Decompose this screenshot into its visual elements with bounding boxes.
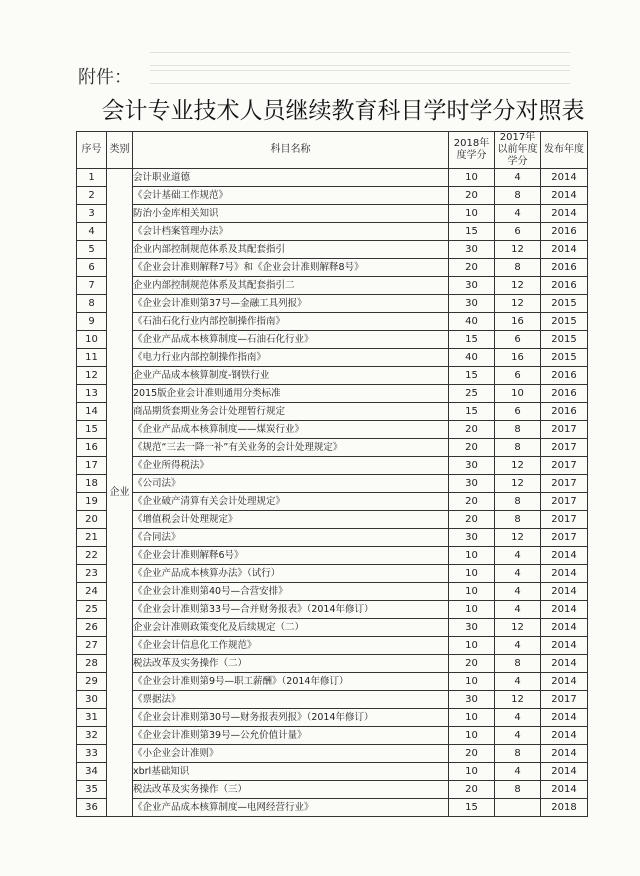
credit-2017: 8	[495, 187, 541, 205]
credit-2018: 20	[449, 421, 495, 439]
row-number: 4	[77, 223, 107, 241]
credit-2017: 4	[495, 727, 541, 745]
publish-year: 2014	[541, 781, 588, 799]
credit-2018: 15	[449, 799, 495, 817]
row-number: 25	[77, 601, 107, 619]
row-number: 7	[77, 277, 107, 295]
row-number: 12	[77, 367, 107, 385]
publish-year: 2016	[541, 259, 588, 277]
row-number: 5	[77, 241, 107, 259]
publish-year: 2017	[541, 493, 588, 511]
table-row	[77, 511, 588, 529]
subject-name: 《企业所得税法》	[133, 457, 449, 475]
subject-name: 2015版企业会计准则通用分类标准	[133, 385, 449, 403]
credit-2018: 40	[449, 313, 495, 331]
table-row	[77, 457, 588, 475]
table-row	[77, 259, 588, 277]
credit-2017: 12	[495, 277, 541, 295]
subject-name: 《企业产品成本核算办法》（试行）	[133, 565, 449, 583]
subject-name: 《票据法》	[133, 691, 449, 709]
row-number: 9	[77, 313, 107, 331]
publish-year: 2014	[541, 673, 588, 691]
publish-year: 2014	[541, 745, 588, 763]
publish-year: 2017	[541, 529, 588, 547]
publish-year: 2017	[541, 421, 588, 439]
subject-name: 税法改革及实务操作（二）	[133, 655, 449, 673]
row-number: 26	[77, 619, 107, 637]
row-number: 13	[77, 385, 107, 403]
credit-2018: 10	[449, 583, 495, 601]
publish-year: 2014	[541, 205, 588, 223]
credit-2017: 12	[495, 457, 541, 475]
credit-2017: 4	[495, 763, 541, 781]
row-number: 2	[77, 187, 107, 205]
credit-2018: 30	[449, 241, 495, 259]
credit-2017: 4	[495, 709, 541, 727]
row-number: 14	[77, 403, 107, 421]
credit-2017: 8	[495, 745, 541, 763]
header-credit-2017: 2017年以前年度学分	[495, 132, 541, 169]
table-row	[77, 763, 588, 781]
credit-2018: 30	[449, 475, 495, 493]
publish-year: 2016	[541, 403, 588, 421]
table-row	[77, 277, 588, 295]
publish-year: 2016	[541, 367, 588, 385]
credit-2018: 10	[449, 763, 495, 781]
header-credit-2018: 2018年度学分	[449, 132, 495, 169]
credit-2017: 4	[495, 637, 541, 655]
subject-name: 《企业产品成本核算制度—电网经营行业》	[133, 799, 449, 817]
publish-year: 2014	[541, 709, 588, 727]
credit-2017: 8	[495, 259, 541, 277]
credit-2018: 10	[449, 727, 495, 745]
table-row	[77, 331, 588, 349]
publish-year: 2014	[541, 241, 588, 259]
credit-2018: 10	[449, 709, 495, 727]
publish-year: 2014	[541, 583, 588, 601]
publish-year: 2015	[541, 349, 588, 367]
row-number: 17	[77, 457, 107, 475]
subject-name: 《合同法》	[133, 529, 449, 547]
row-number: 22	[77, 547, 107, 565]
credit-2017: 8	[495, 655, 541, 673]
row-number: 32	[77, 727, 107, 745]
subject-name: 《企业产品成本核算制度—石油石化行业》	[133, 331, 449, 349]
publish-year: 2015	[541, 295, 588, 313]
subject-name: 《企业会计准则第39号—公允价值计量》	[133, 727, 449, 745]
publish-year: 2014	[541, 565, 588, 583]
row-number: 15	[77, 421, 107, 439]
table-row	[77, 745, 588, 763]
subject-name: 企业内部控制规范体系及其配套指引	[133, 241, 449, 259]
table-row	[77, 187, 588, 205]
row-number: 33	[77, 745, 107, 763]
credit-2018: 30	[449, 529, 495, 547]
table-row	[77, 439, 588, 457]
subject-name: 《企业会计准则第30号—财务报表列报》（2014年修订）	[133, 709, 449, 727]
subject-name: 《企业产品成本核算制度——煤炭行业》	[133, 421, 449, 439]
subject-name: 《企业会计准则第37号—金融工具列报》	[133, 295, 449, 313]
publish-year: 2015	[541, 331, 588, 349]
row-number: 10	[77, 331, 107, 349]
credit-2017: 12	[495, 529, 541, 547]
credit-2017	[495, 799, 541, 817]
table-row	[77, 673, 588, 691]
credit-2017: 6	[495, 403, 541, 421]
publish-year: 2017	[541, 457, 588, 475]
table-row	[77, 205, 588, 223]
row-number: 30	[77, 691, 107, 709]
row-number: 6	[77, 259, 107, 277]
table-row	[77, 547, 588, 565]
subject-name: 《增值税会计处理规定》	[133, 511, 449, 529]
credit-2017: 8	[495, 421, 541, 439]
credit-2018: 40	[449, 349, 495, 367]
credit-2018: 15	[449, 223, 495, 241]
credit-2017: 4	[495, 601, 541, 619]
credit-2018: 20	[449, 187, 495, 205]
credit-2017: 12	[495, 475, 541, 493]
table-row	[77, 799, 588, 817]
credit-2018: 10	[449, 205, 495, 223]
credit-2018: 20	[449, 259, 495, 277]
page-title: 会计专业技术人员继续教育科目学时学分对照表	[101, 98, 585, 124]
header-subject: 科目名称	[133, 132, 449, 169]
subject-name: 《电力行业内部控制操作指南》	[133, 349, 449, 367]
row-number: 20	[77, 511, 107, 529]
table-row	[77, 781, 588, 799]
table-row	[77, 637, 588, 655]
header-category: 类别	[107, 132, 133, 169]
table-row	[77, 223, 588, 241]
subject-name: xbrl基础知识	[133, 763, 449, 781]
publish-year: 2015	[541, 313, 588, 331]
table-row	[77, 367, 588, 385]
publish-year: 2016	[541, 277, 588, 295]
publish-year: 2017	[541, 691, 588, 709]
credit-2017: 4	[495, 547, 541, 565]
publish-year: 2014	[541, 547, 588, 565]
publish-year: 2014	[541, 637, 588, 655]
credit-2017: 12	[495, 241, 541, 259]
table-row	[77, 565, 588, 583]
subject-name: 《企业会计准则第40号—合营安排》	[133, 583, 449, 601]
credit-2018: 30	[449, 691, 495, 709]
table-row	[77, 691, 588, 709]
row-number: 34	[77, 763, 107, 781]
row-number: 29	[77, 673, 107, 691]
subject-name: 企业内部控制规范体系及其配套指引二	[133, 277, 449, 295]
row-number: 27	[77, 637, 107, 655]
credit-2017: 8	[495, 493, 541, 511]
row-number: 24	[77, 583, 107, 601]
credit-2018: 20	[449, 655, 495, 673]
credit-table	[76, 131, 588, 817]
credit-2017: 12	[495, 691, 541, 709]
subject-name: 《企业会计准则第33号—合并财务报表》（2014年修订）	[133, 601, 449, 619]
table-row	[77, 295, 588, 313]
subject-name: 《会计档案管理办法》	[133, 223, 449, 241]
subject-name: 《企业会计信息化工作规范》	[133, 637, 449, 655]
subject-name: 《公司法》	[133, 475, 449, 493]
table-row	[77, 493, 588, 511]
subject-name: 《石油石化行业内部控制操作指南》	[133, 313, 449, 331]
credit-2018: 25	[449, 385, 495, 403]
subject-name: 会计职业道德	[133, 169, 449, 187]
credit-2018: 10	[449, 565, 495, 583]
table-header-row	[77, 132, 588, 169]
credit-2017: 12	[495, 295, 541, 313]
subject-name: 商品期货套期业务会计处理暂行规定	[133, 403, 449, 421]
credit-2018: 10	[449, 637, 495, 655]
row-number: 3	[77, 205, 107, 223]
credit-2018: 30	[449, 277, 495, 295]
credit-2017: 4	[495, 673, 541, 691]
credit-2017: 4	[495, 565, 541, 583]
credit-2018: 20	[449, 493, 495, 511]
credit-2018: 10	[449, 169, 495, 187]
credit-2017: 10	[495, 385, 541, 403]
table-row	[77, 727, 588, 745]
publish-year: 2017	[541, 475, 588, 493]
table-row	[77, 241, 588, 259]
attachment-label: 附件：	[78, 67, 132, 88]
row-number: 35	[77, 781, 107, 799]
header-year: 发布年度	[541, 132, 588, 169]
credit-2017: 8	[495, 781, 541, 799]
row-number: 31	[77, 709, 107, 727]
credit-2017: 6	[495, 331, 541, 349]
credit-2017: 4	[495, 205, 541, 223]
table-row	[77, 475, 588, 493]
credit-2018: 10	[449, 673, 495, 691]
table-row	[77, 313, 588, 331]
subject-name: 《企业破产清算有关会计处理规定》	[133, 493, 449, 511]
table-row	[77, 601, 588, 619]
table-row	[77, 529, 588, 547]
row-number: 28	[77, 655, 107, 673]
subject-name: 《企业会计准则解释6号》	[133, 547, 449, 565]
credit-2017: 12	[495, 619, 541, 637]
subject-name: 企业产品成本核算制度-钢铁行业	[133, 367, 449, 385]
credit-2018: 30	[449, 457, 495, 475]
header-no: 序号	[77, 132, 107, 169]
row-number: 16	[77, 439, 107, 457]
publish-year: 2014	[541, 619, 588, 637]
table-row	[77, 385, 588, 403]
publish-year: 2014	[541, 169, 588, 187]
credit-2018: 15	[449, 367, 495, 385]
row-number: 11	[77, 349, 107, 367]
publish-year: 2014	[541, 763, 588, 781]
table-row	[77, 619, 588, 637]
category-cell: 企业	[107, 169, 133, 817]
publish-year: 2016	[541, 385, 588, 403]
table-row	[77, 655, 588, 673]
row-number: 1	[77, 169, 107, 187]
subject-name: 《企业会计准则第9号—职工薪酬》（2014年修订）	[133, 673, 449, 691]
table-body	[77, 169, 588, 817]
publish-year: 2014	[541, 601, 588, 619]
publish-year: 2017	[541, 511, 588, 529]
credit-2018: 30	[449, 295, 495, 313]
credit-2017: 16	[495, 313, 541, 331]
publish-year: 2018	[541, 799, 588, 817]
credit-2017: 8	[495, 511, 541, 529]
subject-name: 《企业会计准则解释7号》和《企业会计准则解释8号》	[133, 259, 449, 277]
table-row	[77, 709, 588, 727]
credit-2017: 6	[495, 367, 541, 385]
table-row	[77, 403, 588, 421]
row-number: 36	[77, 799, 107, 817]
row-number: 23	[77, 565, 107, 583]
credit-2017: 4	[495, 169, 541, 187]
credit-2018: 20	[449, 781, 495, 799]
subject-name: 《小企业会计准则》	[133, 745, 449, 763]
table-row	[77, 583, 588, 601]
credit-2018: 20	[449, 439, 495, 457]
credit-2017: 6	[495, 223, 541, 241]
credit-2018: 15	[449, 331, 495, 349]
table-row	[77, 421, 588, 439]
credit-2018: 10	[449, 601, 495, 619]
table-row	[77, 169, 588, 187]
subject-name: 《会计基础工作规范》	[133, 187, 449, 205]
credit-2018: 20	[449, 745, 495, 763]
row-number: 8	[77, 295, 107, 313]
table-row	[77, 349, 588, 367]
publish-year: 2014	[541, 187, 588, 205]
credit-2018: 10	[449, 547, 495, 565]
row-number: 18	[77, 475, 107, 493]
publish-year: 2014	[541, 655, 588, 673]
credit-2017: 4	[495, 583, 541, 601]
publish-year: 2014	[541, 727, 588, 745]
subject-name: 税法改革及实务操作（三）	[133, 781, 449, 799]
credit-2018: 15	[449, 403, 495, 421]
subject-name: 防治小金库相关知识	[133, 205, 449, 223]
subject-name: 企业会计准则政策变化及后续规定（二）	[133, 619, 449, 637]
credit-2017: 16	[495, 349, 541, 367]
row-number: 21	[77, 529, 107, 547]
credit-2017: 8	[495, 439, 541, 457]
publish-year: 2016	[541, 223, 588, 241]
publish-year: 2017	[541, 439, 588, 457]
credit-2018: 30	[449, 619, 495, 637]
row-number: 19	[77, 493, 107, 511]
subject-name: 《规范“三去一降一补”有关业务的会计处理规定》	[133, 439, 449, 457]
credit-2018: 20	[449, 511, 495, 529]
